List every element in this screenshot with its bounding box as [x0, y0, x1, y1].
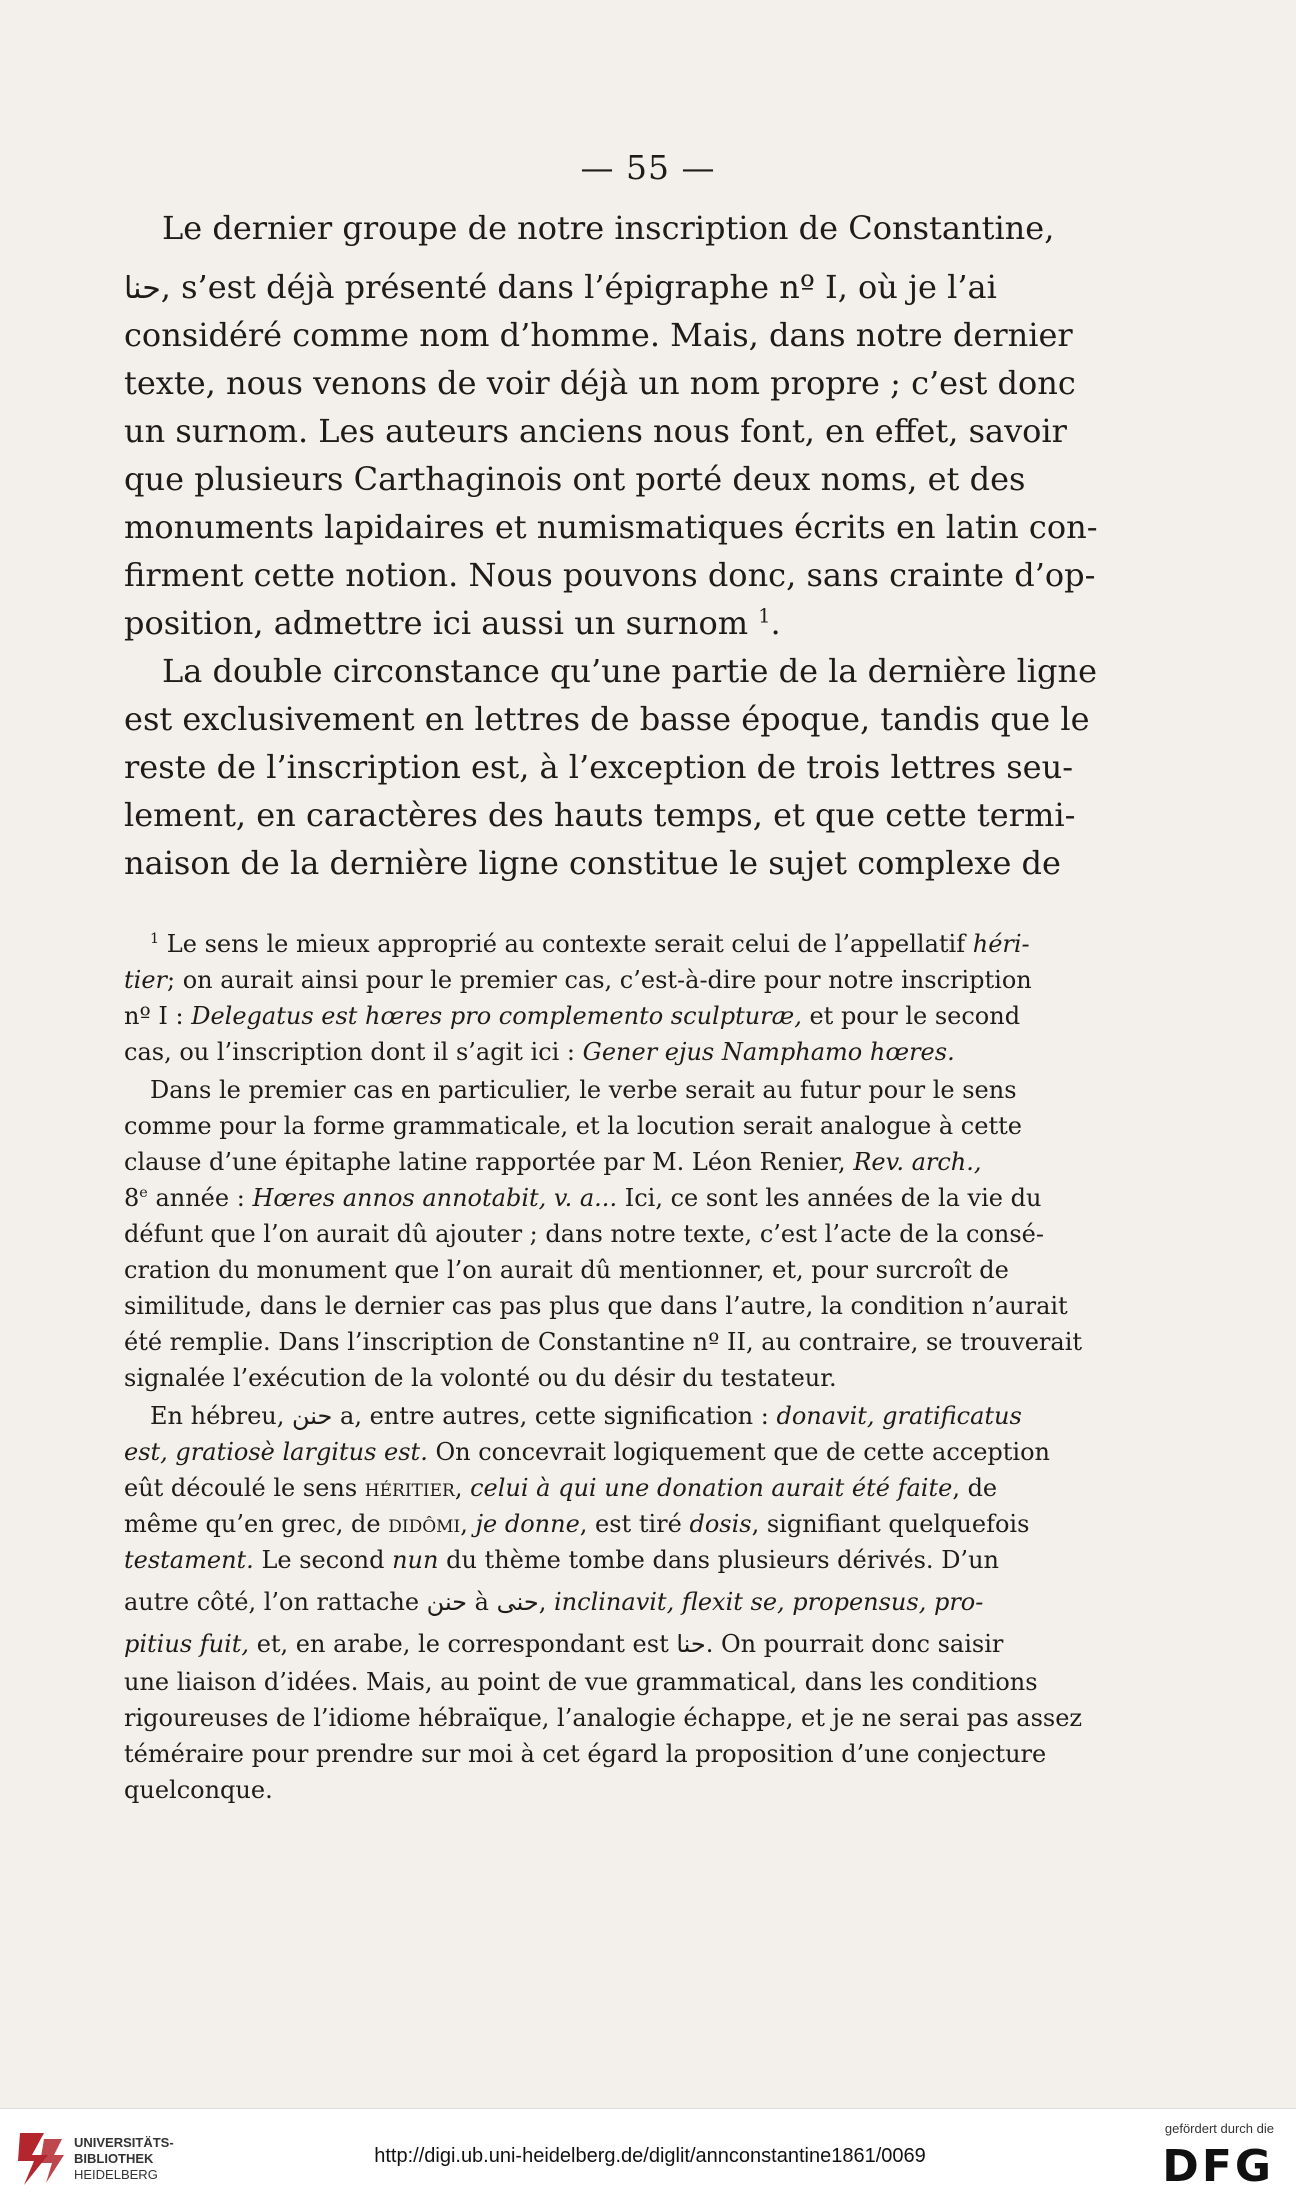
body-line: texte, nous venons de voir déjà un nom propre ; c’est donc: [124, 364, 1076, 402]
body-line: La double circonstance qu’une partie de la dernière ligne: [162, 652, 1098, 690]
footnote-line: téméraire pour prendre sur moi à cet égard la proposition d’une conjecture: [124, 1740, 1047, 1768]
footnote-line: tier; on aurait ainsi pour le premier cas, c’est-à-dire pour notre inscription: [124, 966, 1032, 994]
footnote-line: été remplie. Dans l’inscription de Constantine nº II, au contraire, se trouverait: [124, 1328, 1083, 1356]
arabic-word: ﺣﻨﺎ: [124, 271, 161, 306]
footnote-marker: 1: [150, 931, 160, 947]
body-line: lement, en caractères des hauts temps, et que cette termi-: [124, 796, 1076, 834]
footnote-line: pitius fuit, et, en arabe, le correspondant est ﺣﻨﺎ. On pourrait donc saisir: [124, 1630, 1004, 1658]
footnote-ref: 1: [758, 604, 771, 628]
body-line: naison de la dernière ligne constitue le sujet complexe de: [124, 844, 1061, 882]
footnote-line: cration du monument que l’on aurait dû mentionner, et, pour surcroît de: [124, 1256, 1009, 1284]
footnote-line: défunt que l’on aurait dû ajouter ; dans notre texte, c’est l’acte de la consé-: [124, 1220, 1044, 1248]
body-line: reste de l’inscription est, à l’exception de trois lettres seu-: [124, 748, 1073, 786]
footnote-line: quelconque.: [124, 1776, 273, 1804]
arabic-word: ﺣﻨﻰ: [496, 1588, 539, 1616]
footnote-line: cas, ou l’inscription dont il s’agit ici : Gener ejus Namphamo hœres.: [124, 1038, 955, 1066]
dfg-logo: DFG: [1162, 2141, 1274, 2192]
footnote-line: 8e année : Hœres annos annotabit, v. a... Ici, ce sont les années de la vie du: [124, 1184, 1042, 1212]
footnote-line: clause d’une épitaphe latine rapportée par M. Léon Renier, Rev. arch.,: [124, 1148, 982, 1176]
source-url-link[interactable]: http://digi.ub.uni-heidelberg.de/diglit/annconstantine1861/0069: [374, 2145, 926, 2167]
body-line: considéré comme nom d’homme. Mais, dans notre dernier: [124, 316, 1073, 354]
hebrew-word: ﺣﻨﻦ: [292, 1402, 333, 1430]
footnote-line: nº I : Delegatus est hœres pro complemento sculpturæ, et pour le second: [124, 1002, 1021, 1030]
body-line: Le dernier groupe de notre inscription de Constantine,: [162, 209, 1055, 247]
body-line: monuments lapidaires et numismatiques écrits en latin con-: [124, 508, 1098, 546]
footnote-line: une liaison d’idées. Mais, au point de vue grammatical, dans les conditions: [124, 1668, 1038, 1696]
body-line: un surnom. Les auteurs anciens nous font, en effet, savoir: [124, 412, 1067, 450]
funded-by-label: gefördert durch die: [1164, 2121, 1274, 2136]
footnote-line: est, gratiosè largitus est. On concevrait logiquement que de cette acception: [124, 1438, 1050, 1466]
footnote-line: signalée l’exécution de la volonté ou du désir du testateur.: [124, 1364, 837, 1392]
body-line: position, admettre ici aussi un surnom $^1$.: [124, 604, 781, 642]
footnote-line: comme pour la forme grammaticale, et la locution serait analogue à cette: [124, 1112, 1022, 1140]
body-line: ﺣﻨﺎ, s’est déjà présenté dans l’épigraphe nº I, où je l’ai: [124, 268, 997, 306]
library-name: UNIVERSITÄTS- BIBLIOTHEK HEIDELBERG: [74, 2135, 174, 2182]
body-line: firment cette notion. Nous pouvons donc, sans crainte d’op-: [124, 556, 1096, 594]
hebrew-word: ﺣﻨﻦ: [426, 1588, 468, 1616]
footnote-line: rigoureuses de l’idiome hébraïque, l’analogie échappe, et je ne serai pas assez: [124, 1704, 1083, 1732]
footnote-line: autre côté, l’on rattache ﺣﻨﻦ à ﺣﻨﻰ, inclinavit, flexit se, propensus, pro-: [124, 1588, 984, 1616]
library-logo-icon: [14, 2125, 66, 2191]
footer-bar: [0, 2108, 1296, 2204]
arabic-word: ﺣﻨﺎ: [676, 1630, 706, 1658]
page-number: — 55 —: [580, 148, 716, 187]
body-line: est exclusivement en lettres de basse époque, tandis que le: [124, 700, 1090, 738]
footnote-line: testament. Le second nun du thème tombe dans plusieurs dérivés. D’un: [124, 1546, 999, 1574]
footnote-line: $^1$ Le sens le mieux approprié au contexte serait celui de l’appellatif héri-: [150, 930, 1030, 958]
footnote-line: eût découlé le sens héritier, celui à qui une donation aurait été faite, de: [124, 1474, 998, 1502]
footnote-line: même qu’en grec, de didômi, je donne, est tiré dosis, signifiant quelquefois: [124, 1510, 1030, 1538]
footnote-line: En hébreu, ﺣﻨﻦ a, entre autres, cette signification : donavit, gratificatus: [150, 1402, 1022, 1430]
body-line: que plusieurs Carthaginois ont porté deux noms, et des: [124, 460, 1026, 498]
footnote-line: similitude, dans le dernier cas pas plus que dans l’autre, la condition n’aurait: [124, 1292, 1068, 1320]
footnote-line: Dans le premier cas en particulier, le verbe serait au futur pour le sens: [150, 1076, 1017, 1104]
